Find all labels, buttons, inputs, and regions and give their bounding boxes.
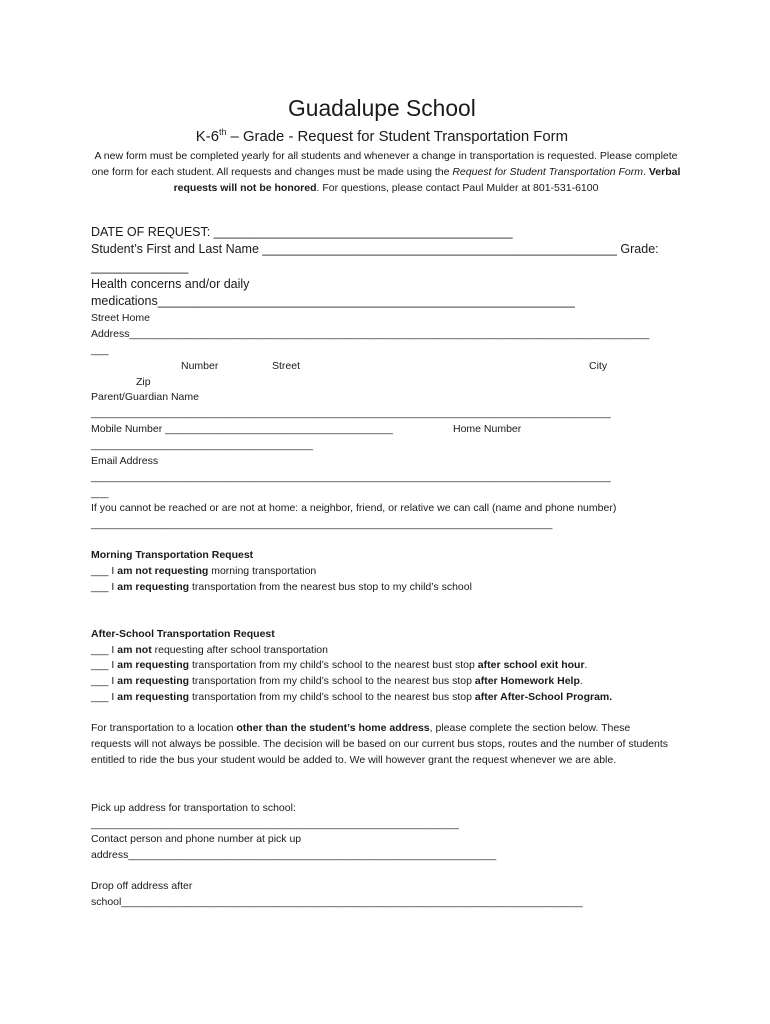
zip-label: Zip <box>136 376 151 388</box>
number-label: Number <box>181 360 219 372</box>
form-title: K-6th – Grade - Request for Student Transportation Form <box>195 127 569 145</box>
afterschool-option-not-requesting[interactable]: ___ I am not requesting after school transportation <box>91 644 328 656</box>
address-field[interactable]: Address_________________________________________________________________________________________ <box>91 328 650 340</box>
mobile-number-field[interactable]: Mobile Number _______________________________________ <box>91 423 393 435</box>
dropoff-address-label: Drop off address after <box>91 880 193 892</box>
dropoff-address-field[interactable]: school_______________________________________________________________________________ <box>91 896 583 908</box>
alt-contact-label: If you cannot be reached or are not at home: a neighbor, friend, or relative we can call (name and phone number) <box>91 502 617 514</box>
email-label: Email Address <box>91 455 159 467</box>
other-location-paragraph: For transportation to a location other than the student’s home address, please complete the section below. These requests will not always be possible. The decision will be based on our current bus stops, routes and the number of students entitled to ride the bus your student would be added to. We will however grant the request whenever we are able. <box>91 722 669 766</box>
morning-option-requesting[interactable]: ___ I am requesting transportation from the nearest bus stop to my child’s school <box>91 581 472 593</box>
pickup-address-label: Pick up address for transportation to school: <box>91 802 296 814</box>
afterschool-option-exit-hour[interactable]: ___ I am requesting transportation from my child’s school to the nearest bust stop after school exit hour. <box>91 659 588 671</box>
afterschool-option-program[interactable]: ___ I am requesting transportation from my child’s school to the nearest bus stop after After-School Program. <box>91 691 613 703</box>
afterschool-option-homework-help[interactable]: ___ I am requesting transportation from my child’s school to the nearest bus stop after Homework Help. <box>91 675 583 687</box>
pickup-address-field[interactable]: _______________________________________________________________ <box>91 818 459 830</box>
school-name: Guadalupe School <box>288 95 476 121</box>
intro-instructions: A new form must be completed yearly for all students and whenever a change in transportation is requested. Please complete one form for each student. All requests and changes must be made using the Request for Student Transportation Form. Verbal requests will not be honored. For questions, please contact Paul Mulder at 801-531-6100 <box>91 150 681 194</box>
student-name-field[interactable]: Student’s First and Last Name ___________________________________________________ Grade: <box>91 242 659 256</box>
email-field[interactable]: _________________________________________________________________________________________ <box>91 471 611 483</box>
guardian-name-label: Parent/Guardian Name <box>91 391 199 403</box>
address-field-continued[interactable]: ___ <box>91 344 109 356</box>
morning-option-not-requesting[interactable]: ___ I am not requesting morning transportation <box>91 565 317 577</box>
street-label: Street <box>272 360 301 372</box>
health-concerns-label: Health concerns and/or daily <box>91 277 250 291</box>
medications-field[interactable]: medications____________________________________________________________ <box>91 294 575 308</box>
city-label: City <box>589 360 608 372</box>
home-number-label: Home Number <box>453 423 522 435</box>
morning-heading: Morning Transportation Request <box>91 549 254 561</box>
pickup-contact-label: Contact person and phone number at pick up <box>91 833 302 845</box>
email-field-continued[interactable]: ___ <box>91 487 109 499</box>
street-home-label: Street Home <box>91 312 150 324</box>
pickup-contact-field[interactable]: address_______________________________________________________________ <box>91 849 497 861</box>
home-number-field[interactable]: ______________________________________ <box>91 439 313 451</box>
guardian-name-field[interactable]: _________________________________________________________________________________________ <box>91 407 611 419</box>
date-of-request-field[interactable]: DATE OF REQUEST: ___________________________________________ <box>91 225 513 239</box>
grade-field[interactable]: ______________ <box>91 260 189 274</box>
afterschool-heading: After-School Transportation Request <box>91 628 275 640</box>
alt-contact-field[interactable]: _______________________________________________________________________________ <box>91 518 553 530</box>
